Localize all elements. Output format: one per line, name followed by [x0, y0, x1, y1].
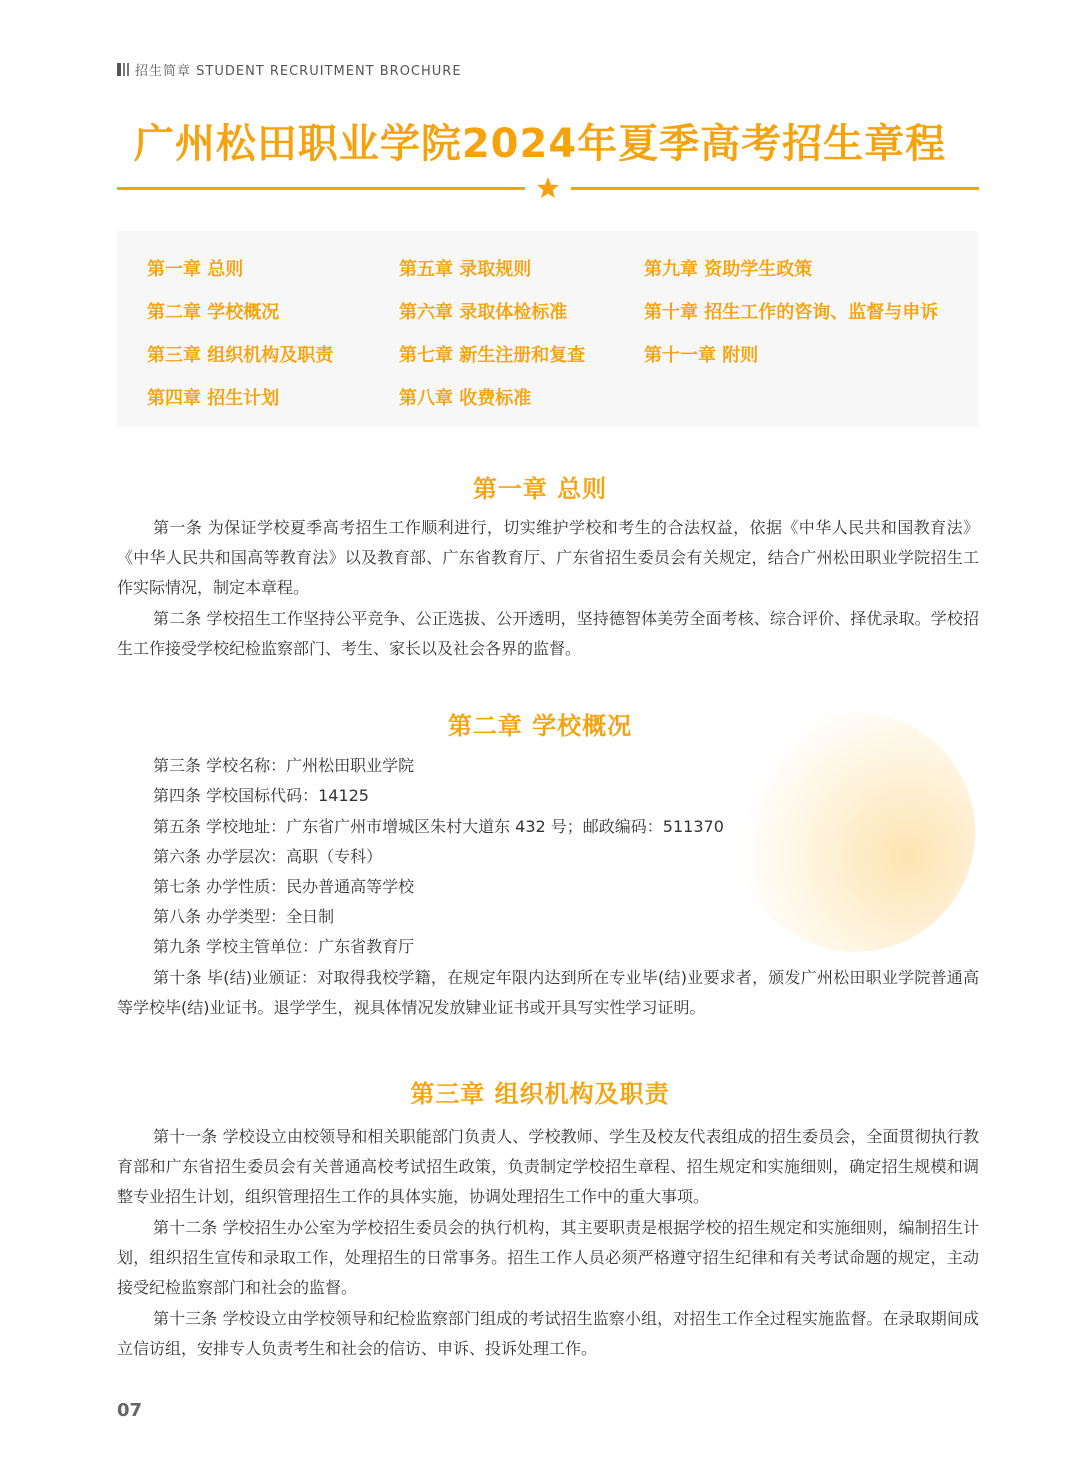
chapter-1-article-1: 第一条 为保证学校夏季高考招生工作顺利进行，切实维护学校和考生的合法权益，依据《中华人民共和国教育法》《中华人民共和国高等教育法》以及教育部、广东省教育厅、广东省招生委员会有关规定，结合广州松田职业学院招生工作实际情况，制定本章程。 [117, 518, 979, 597]
chapter-2-article-6: 第六条 办学层次：高职（专科） [153, 847, 383, 866]
toc-item-chapter-2[interactable]: 第二章 学校概况 [147, 302, 280, 323]
title-divider [117, 176, 979, 200]
star-icon [536, 176, 560, 200]
chapter-2-article-4: 第四条 学校国标代码：14125 [153, 786, 369, 805]
toc-item-chapter-8[interactable]: 第八章 收费标准 [399, 388, 532, 409]
divider-line-left [117, 187, 525, 190]
chapter-3-heading: 第三章 组织机构及职责 [410, 1080, 670, 1108]
chapter-3-article-12: 第十二条 学校招生办公室为学校招生委员会的执行机构，其主要职责是根据学校的招生规定和实施细则，编制招生计划，组织招生宣传和录取工作，处理招生的日常事务。招生工作人员必须严格遵守招生纪律和有关考试命题的规定，主动接受纪检监察部门和社会的监督。 [117, 1218, 979, 1297]
chapter-1-heading: 第一章 总则 [472, 475, 608, 503]
toc-item-chapter-10[interactable]: 第十章 招生工作的咨询、监督与申诉 [644, 302, 939, 323]
toc-item-chapter-5[interactable]: 第五章 录取规则 [399, 259, 532, 280]
chapter-2-article-7: 第七条 办学性质：民办普通高等学校 [153, 877, 415, 896]
chapter-3-article-11: 第十一条 学校设立由校领导和相关职能部门负责人、学校教师、学生及校友代表组成的招生委员会，全面贯彻执行教育部和广东省招生委员会有关普通高校考试招生政策，负责制定学校招生章程、招生规定和实施细则，确定招生规模和调整专业招生计划，组织管理招生工作的具体实施，协调处理招生工作中的重大事项。 [117, 1127, 979, 1206]
header-text: 招生简章 STUDENT RECRUITMENT BROCHURE [135, 64, 462, 79]
toc-item-chapter-1[interactable]: 第一章 总则 [147, 259, 244, 280]
chapter-1-article-2: 第二条 学校招生工作坚持公平竞争、公正选拔、公开透明，坚持德智体美劳全面考核、综合评价、择优录取。学校招生工作接受学校纪检监察部门、考生、家长以及社会各界的监督。 [117, 609, 979, 658]
toc-item-chapter-9[interactable]: 第九章 资助学生政策 [644, 259, 813, 280]
brochure-header [117, 60, 462, 79]
toc-item-chapter-3[interactable]: 第三章 组织机构及职责 [147, 345, 334, 366]
table-of-contents [117, 231, 978, 427]
toc-item-chapter-6[interactable]: 第六章 录取体检标准 [399, 302, 568, 323]
header-bars-icon [117, 63, 129, 76]
decorative-circle [735, 712, 975, 952]
toc-item-chapter-4[interactable]: 第四章 招生计划 [147, 388, 280, 409]
toc-item-chapter-7[interactable]: 第七章 新生注册和复查 [399, 345, 586, 366]
chapter-2-heading: 第二章 学校概况 [447, 712, 633, 740]
chapter-2-article-9: 第九条 学校主管单位：广东省教育厅 [153, 937, 415, 956]
chapter-2-article-5: 第五条 学校地址：广东省广州市增城区朱村大道东 432 号；邮政编码：511370 [153, 817, 724, 836]
page-title: 广州松田职业学院2024年夏季高考招生章程 [133, 121, 947, 167]
chapter-3-article-13: 第十三条 学校设立由学校领导和纪检监察部门组成的考试招生监察小组，对招生工作全过程实施监督。在录取期间成立信访组，安排专人负责考生和社会的信访、申诉、投诉处理工作。 [117, 1309, 979, 1358]
page-number: 07 [117, 1400, 143, 1421]
chapter-2-article-8: 第八条 办学类型：全日制 [153, 907, 335, 926]
divider-line-right [571, 187, 979, 190]
chapter-2-article-3: 第三条 学校名称：广州松田职业学院 [153, 756, 415, 775]
toc-item-chapter-11[interactable]: 第十一章 附则 [644, 345, 759, 366]
chapter-2-article-10: 第十条 毕(结)业颁证：对取得我校学籍，在规定年限内达到所在专业毕(结)业要求者，颁发广州松田职业学院普通高等学校毕(结)业证书。退学学生，视具体情况发放肄业证书或开具写实性学习证明。 [117, 968, 979, 1017]
